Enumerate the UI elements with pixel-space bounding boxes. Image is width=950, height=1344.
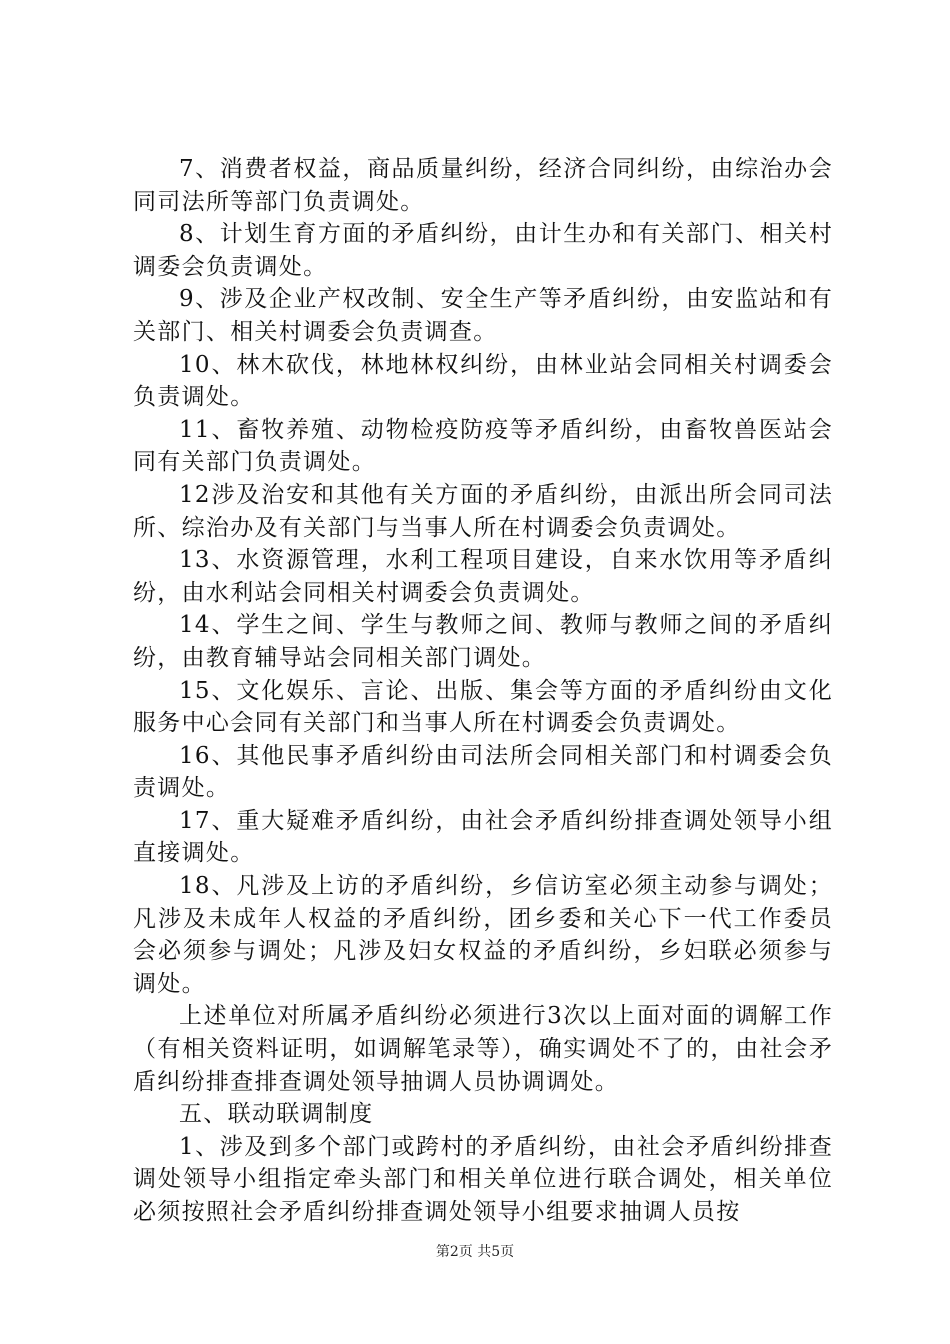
paragraph-summary: 上述单位对所属矛盾纠纷必须进行3次以上面对面的调解工作（有相关资料证明，如调解笔录等），确实调处不了的，由社会矛盾纠纷排查排查调处领导抽调人员协调调处。 xyxy=(133,1003,833,1095)
paragraph-item-11: 11、畜牧养殖、动物检疫防疫等矛盾纠纷，由畜牧兽医站会同有关部门负责调处。 xyxy=(133,416,833,476)
paragraph-item-7: 7、消费者权益，商品质量纠纷，经济合同纠纷，由综治办会同司法所等部门负责调处。 xyxy=(133,156,833,215)
page-footer xyxy=(0,1242,950,1262)
paragraph-item-13: 13、水资源管理，水利工程项目建设，自来水饮用等矛盾纠纷，由水利站会同相关村调委会负责调处。 xyxy=(133,547,833,606)
paragraph-item-15: 15、文化娱乐、言论、出版、集会等方面的矛盾纠纷由文化服务中心会同有关部门和当事人所在村调委会负责调处。 xyxy=(133,677,833,737)
paragraph-item-14: 14、学生之间、学生与教师之间、教师与教师之间的矛盾纠纷，由教育辅导站会同相关部门调处。 xyxy=(133,612,833,671)
page-number-label: 第2页 共5页 xyxy=(435,1244,515,1260)
paragraph-item-18: 18、凡涉及上访的矛盾纠纷，乡信访室必须主动参与调处；凡涉及未成年人权益的矛盾纠纷，团乡委和关心下一代工作委员会必须参与调处；凡涉及妇女权益的矛盾纠纷，乡妇联必须参与调处。 xyxy=(133,873,833,997)
paragraph-item-17: 17、重大疑难矛盾纠纷，由社会矛盾纠纷排查调处领导小组直接调处。 xyxy=(133,807,833,867)
paragraph-item-12: 12涉及治安和其他有关方面的矛盾纠纷，由派出所会同司法所、综治办及有关部门与当事人所在村调委会负责调处。 xyxy=(133,481,833,541)
document-body xyxy=(133,153,833,1229)
section-heading-5: 五、联动联调制度 xyxy=(179,1101,374,1128)
paragraph-item-9: 9、涉及企业产权改制、安全生产等矛盾纠纷，由安监站和有关部门、相关村调委会负责调查。 xyxy=(133,286,833,345)
paragraph-linkage-1: 1、涉及到多个部门或跨村的矛盾纠纷，由社会矛盾纠纷排查调处领导小组指定牵头部门和相关单位进行联合调处，相关单位必须按照社会矛盾纠纷排查调处领导小组要求抽调人员按 xyxy=(133,1133,833,1225)
paragraph-item-16: 16、其他民事矛盾纠纷由司法所会同相关部门和村调委会负责调处。 xyxy=(133,742,833,802)
paragraph-item-8: 8、计划生育方面的矛盾纠纷，由计生办和有关部门、相关村调委会负责调处。 xyxy=(133,221,833,280)
paragraph-item-10: 10、林木砍伐，林地林权纠纷，由林业站会同相关村调委会负责调处。 xyxy=(133,351,833,411)
